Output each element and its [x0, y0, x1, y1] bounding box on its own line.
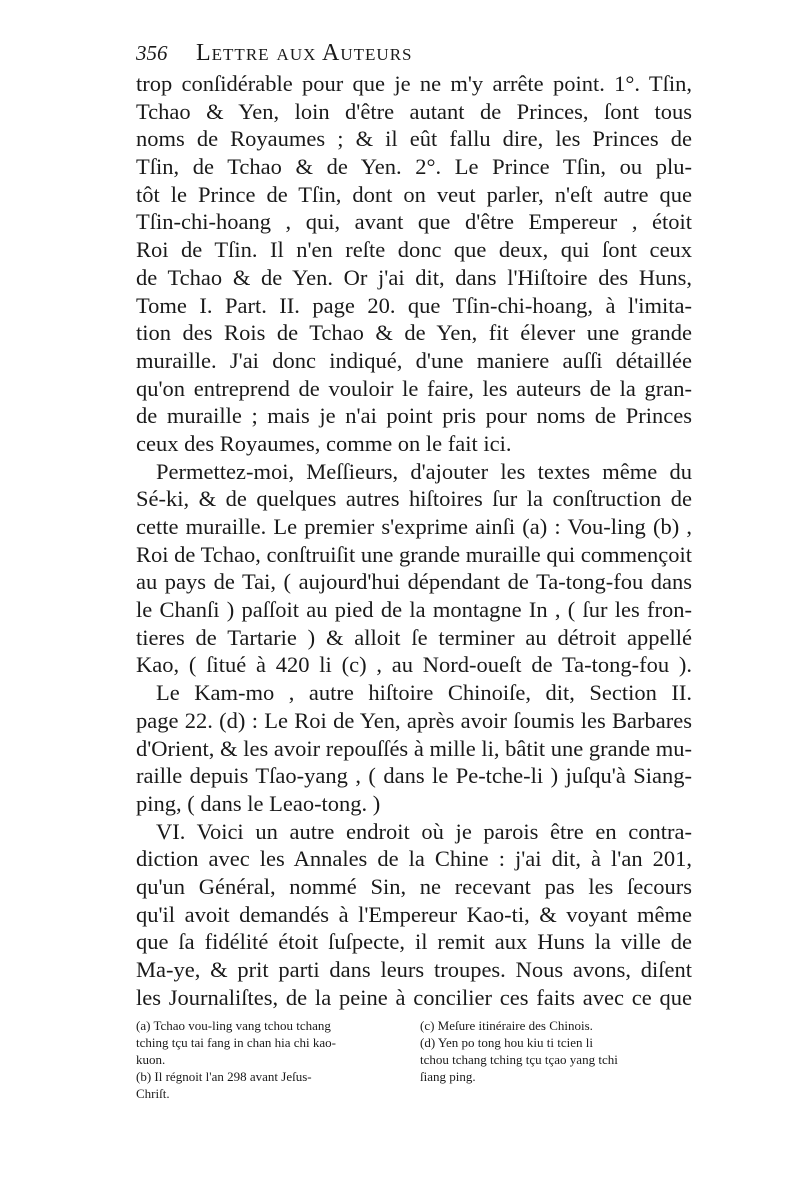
page [136, 40, 692, 1011]
text-line: au pays de Tai, ( aujourd'hui dépendant de Ta-tong-fou dans [136, 569, 692, 595]
text-line: que ſa fidélité étoit ſuſpecte, il remit aux Huns la ville de [136, 929, 692, 955]
text-line: Le Kam-mo , autre hiſtoire Chinoiſe, dit, Section II. [156, 680, 692, 706]
footnote-line: (a) Tchao vou-ling vang tchou tchang [136, 1018, 331, 1033]
text-line: trop conſidérable pour que je ne m'y arrête point. 1°. Tſin, [136, 71, 692, 96]
text-line: de muraille ; mais je n'ai point pris pour noms de Princes [136, 403, 692, 429]
page-number: 356 [136, 41, 168, 65]
text-line: Sé-ki, & de quelques autres hiſtoires ſur la conſtruction de [136, 486, 692, 512]
text-line: tion des Rois de Tchao & de Yen, fit élever une grande [136, 320, 692, 346]
text-line: Tſin, de Tchao & de Yen. 2°. Le Prince Tſin, ou plu- [136, 154, 692, 180]
footnote-line: tching tçu tai fang in chan hia chi kao- [136, 1035, 336, 1050]
text-line: Permettez-moi, Meſſieurs, d'ajouter les textes même du [156, 458, 692, 484]
text-line: Tome I. Part. II. page 20. que Tſin-chi-hoang, à l'imita- [136, 292, 692, 318]
text-line: qu'il avoit demandés à l'Empereur Kao-ti, & voyant même [136, 901, 692, 927]
footnote-line: (b) Il régnoit l'an 298 avant Jeſus- [136, 1069, 312, 1084]
text-line: Roi de Tſin. Il n'en reſte donc que deux, qui ſont ceux [136, 237, 692, 263]
body-text [136, 70, 692, 1011]
text-line: Roi de Tchao, conſtruiſit une grande muraille qui commençoit [136, 541, 692, 567]
footnote-line: ſiang ping. [420, 1069, 476, 1084]
text-line: ping, ( dans le Leao-tong. ) [136, 790, 381, 816]
text-line: VI. Voici un autre endroit où je parois être en contra- [156, 818, 692, 844]
footnote-line: Chriſt. [136, 1086, 170, 1101]
text-line: Tſin-chi-hoang , qui, avant que d'être Empereur , étoit [136, 209, 692, 235]
text-line: ceux des Royaumes, comme on le fait ici. [136, 430, 512, 456]
text-line: Kao, ( ſitué à 420 li (c) , au Nord-oueſt de Ta-tong-fou ). [136, 652, 692, 678]
footnotes-left-column [136, 1017, 408, 1102]
running-header [136, 40, 692, 70]
text-line: d'Orient, & les avoir repouſſés à mille li, bâtit une grande mu- [136, 735, 692, 761]
text-line: cette muraille. Le premier s'exprime ainſi (a) : Vou-ling (b) , [136, 514, 692, 539]
text-line: raille depuis Tſao-yang , ( dans le Pe-tche-li ) juſqu'à Siang- [136, 763, 692, 789]
text-line: le Chanſi ) paſſoit au pied de la montagne In , ( ſur les fron- [136, 597, 692, 623]
text-line: muraille. J'ai donc indiqué, d'une maniere auſſi détaillée [136, 347, 692, 373]
footnotes-right-column [420, 1017, 692, 1102]
text-line: tôt le Prince de Tſin, dont on veut parler, n'eſt autre que [136, 181, 692, 207]
text-line: tieres de Tartarie ) & alloit ſe terminer au détroit appellé [136, 624, 692, 650]
text-line: page 22. (d) : Le Roi de Yen, après avoir ſoumis les Barbares [136, 707, 692, 733]
text-line: Tchao & Yen, loin d'être autant de Princes, ſont tous [136, 98, 692, 124]
text-line: les Journaliſtes, de la peine à concilier ces faits avec ce que [136, 984, 692, 1010]
running-title: Lettre aux Auteurs [196, 40, 413, 66]
text-line: qu'un Général, nommé Sin, ne recevant pas les ſecours [136, 873, 692, 899]
text-line: qu'on entreprend de vouloir le faire, les auteurs de la gran- [136, 375, 692, 401]
footnote-line: tchou tchang tching tçu tçao yang tchi [420, 1052, 618, 1067]
footnotes [136, 1017, 692, 1102]
text-line: Ma-ye, & prit parti dans leurs troupes. Nous avons, diſent [136, 957, 692, 982]
footnote-line: (c) Meſure itinéraire des Chinois. [420, 1018, 593, 1033]
text-line: diction avec les Annales de la Chine : j'ai dit, à l'an 201, [136, 846, 692, 872]
text-line: de Tchao & de Yen. Or j'ai dit, dans l'Hiſtoire des Huns, [136, 264, 692, 290]
text-line: noms de Royaumes ; & il eût fallu dire, les Princes de [136, 126, 692, 152]
footnote-line: (d) Yen po tong hou kiu ti tcien li [420, 1035, 593, 1050]
footnote-line: kuon. [136, 1052, 166, 1067]
